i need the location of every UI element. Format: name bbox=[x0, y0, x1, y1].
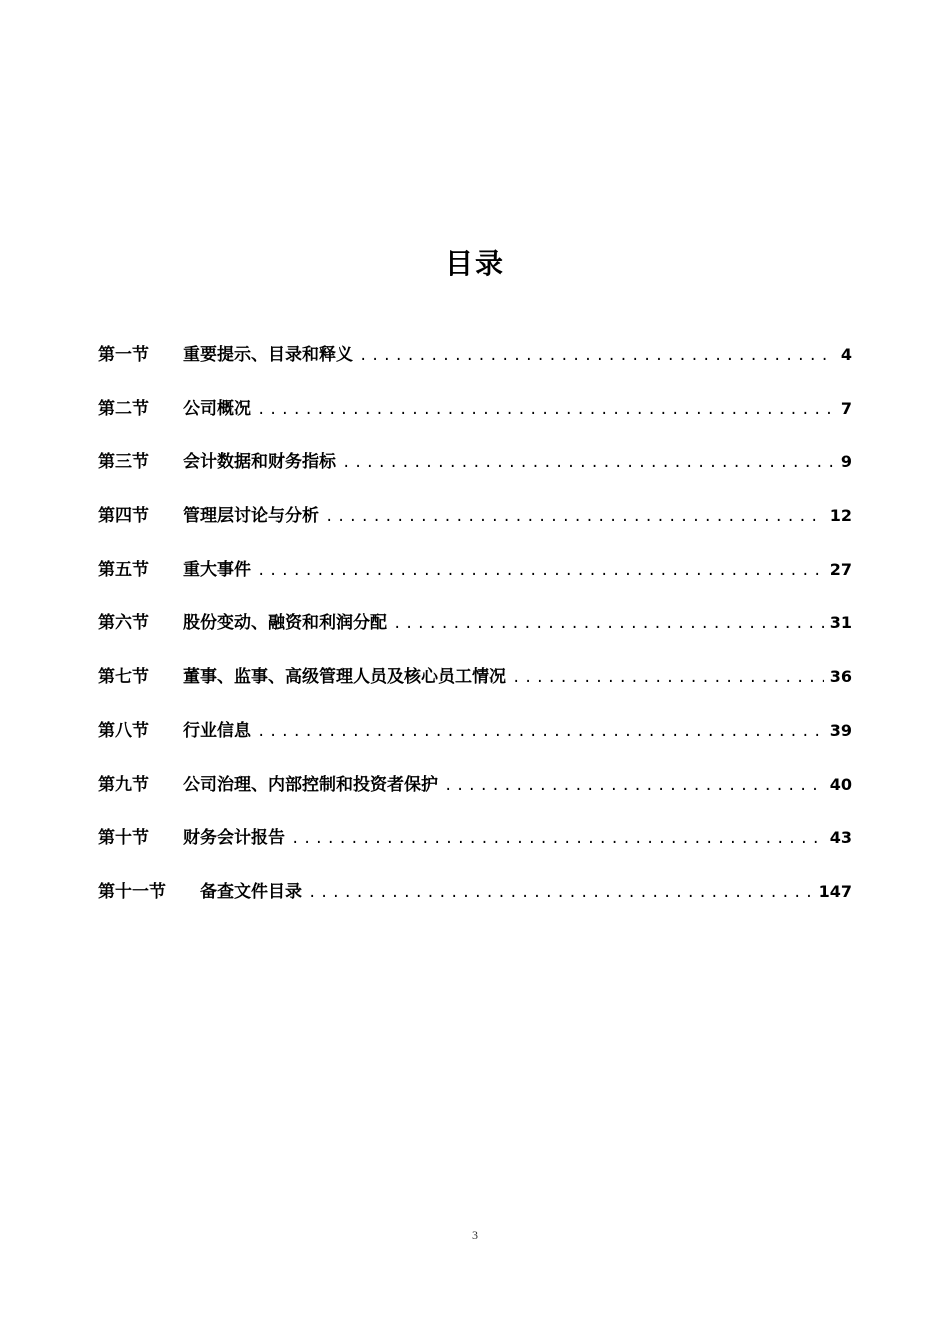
toc-entry[interactable] bbox=[98, 447, 852, 501]
toc-heading: 备查文件目录 bbox=[200, 881, 302, 902]
toc-entry[interactable] bbox=[98, 823, 852, 877]
toc-heading: 公司治理、内部控制和投资者保护 bbox=[183, 774, 438, 795]
toc-entry[interactable] bbox=[98, 394, 852, 448]
toc-leader-dots bbox=[308, 878, 813, 908]
toc-section-number: 第五节 bbox=[98, 559, 149, 580]
toc-leader-dots bbox=[257, 556, 824, 586]
toc-leader-dots bbox=[257, 395, 835, 425]
toc-heading: 行业信息 bbox=[183, 720, 251, 741]
toc-entry[interactable] bbox=[98, 770, 852, 824]
toc-page-number: 9 bbox=[840, 452, 852, 472]
toc-leader-dots bbox=[359, 341, 835, 371]
toc-page-number: 31 bbox=[829, 613, 852, 633]
toc-entry[interactable] bbox=[98, 340, 852, 394]
toc-entry[interactable] bbox=[98, 716, 852, 770]
page-number: 3 bbox=[472, 1228, 478, 1242]
toc-entry[interactable] bbox=[98, 662, 852, 716]
toc-entry[interactable] bbox=[98, 608, 852, 662]
toc-page-number: 4 bbox=[840, 345, 852, 364]
toc-title: 目录 bbox=[444, 247, 505, 280]
toc-leader-dots bbox=[291, 824, 824, 854]
toc-section-number: 第六节 bbox=[98, 613, 149, 634]
toc-leader-dots bbox=[257, 717, 824, 747]
toc-entry[interactable] bbox=[98, 555, 852, 609]
toc-heading: 管理层讨论与分析 bbox=[183, 506, 319, 527]
toc-leader-dots bbox=[342, 448, 835, 478]
toc-entry[interactable] bbox=[98, 501, 852, 555]
toc-heading: 重大事件 bbox=[183, 559, 251, 580]
toc-section-number: 第四节 bbox=[98, 506, 149, 527]
toc-section-number: 第七节 bbox=[98, 667, 149, 688]
toc-leader-dots bbox=[325, 502, 824, 532]
toc-page-number: 12 bbox=[829, 506, 852, 526]
toc-heading: 股份变动、融资和利润分配 bbox=[183, 613, 387, 634]
toc-heading: 董事、监事、高级管理人员及核心员工情况 bbox=[183, 667, 506, 688]
toc-leader-dots bbox=[512, 663, 824, 693]
toc-page-number: 147 bbox=[818, 881, 852, 901]
toc-section-number: 第十一节 bbox=[98, 881, 166, 902]
toc-entry[interactable] bbox=[98, 877, 852, 931]
toc-page-number: 39 bbox=[829, 720, 852, 740]
toc-page-number: 7 bbox=[840, 398, 852, 418]
toc-list bbox=[98, 340, 852, 931]
toc-leader-dots bbox=[444, 771, 824, 801]
toc-page-number: 36 bbox=[829, 667, 852, 687]
toc-leader-dots bbox=[393, 609, 824, 639]
toc-section-number: 第九节 bbox=[98, 774, 149, 795]
toc-page-number: 43 bbox=[829, 828, 852, 848]
toc-section-number: 第一节 bbox=[98, 345, 149, 365]
toc-section-number: 第八节 bbox=[98, 720, 149, 741]
toc-section-number: 第二节 bbox=[98, 398, 149, 419]
toc-heading: 会计数据和财务指标 bbox=[183, 452, 336, 473]
toc-section-number: 第十节 bbox=[98, 828, 149, 849]
toc-page-number: 27 bbox=[829, 559, 852, 579]
toc-section-number: 第三节 bbox=[98, 452, 149, 473]
toc-page-number: 40 bbox=[829, 774, 852, 794]
toc-heading: 财务会计报告 bbox=[183, 828, 285, 849]
toc-heading: 重要提示、目录和释义 bbox=[183, 345, 353, 365]
toc-heading: 公司概况 bbox=[183, 398, 251, 419]
